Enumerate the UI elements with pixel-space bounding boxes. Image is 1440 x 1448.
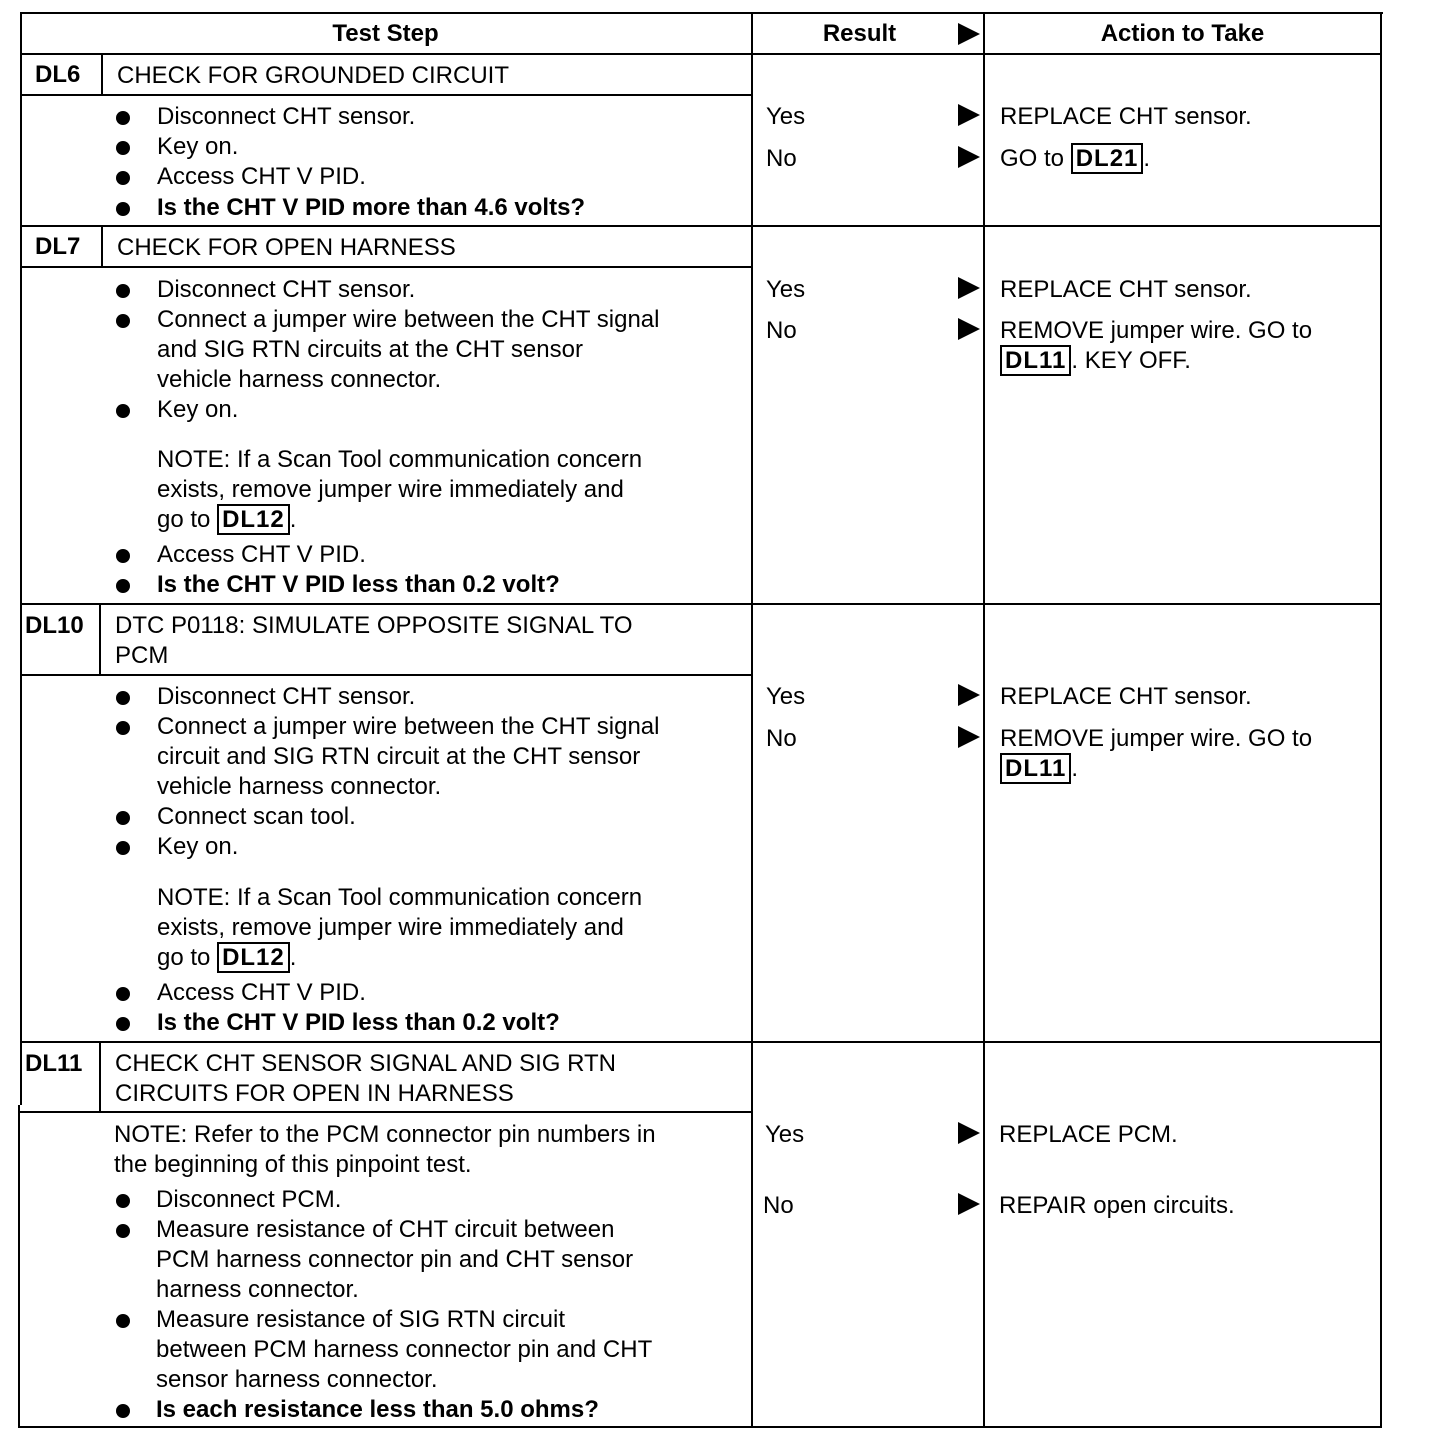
arrow-right-icon — [958, 726, 980, 748]
id-divider-dl7 — [101, 225, 103, 268]
step-reference-link[interactable]: DL12 — [217, 504, 290, 535]
bullet-icon — [116, 404, 130, 418]
note-text: NOTE: If a Scan Tool communication concern — [157, 446, 643, 473]
note-text: exists, remove jumper wire immediately and — [157, 476, 624, 503]
bullet-icon — [116, 811, 130, 825]
step-instruction: Key on. — [157, 133, 239, 160]
step-instruction: Access CHT V PID. — [157, 163, 366, 190]
row-divider-dl7 — [20, 225, 1382, 227]
bullet-icon — [116, 691, 130, 705]
step-instruction: Disconnect CHT sensor. — [157, 683, 416, 710]
note-text: NOTE: Refer to the PCM connector pin numbers in — [114, 1121, 656, 1148]
bullet-icon — [116, 111, 130, 125]
result-yes: Yes — [766, 103, 806, 130]
header-action: Action to Take — [1100, 20, 1265, 47]
step-instruction: Connect a jumper wire between the CHT signal — [157, 306, 660, 333]
bullet-icon — [116, 314, 130, 328]
step-instruction: Access CHT V PID. — [157, 979, 366, 1006]
action-no: REMOVE jumper wire. GO to — [1000, 725, 1313, 752]
action-yes: REPLACE CHT sensor. — [1000, 683, 1252, 710]
step-instruction-cont: circuit and SIG RTN circuit at the CHT sensor — [157, 743, 641, 770]
step-question: Is the CHT V PID less than 0.2 volt? — [157, 571, 560, 598]
step-title: DTC P0118: SIMULATE OPPOSITE SIGNAL TO — [115, 612, 633, 639]
action-no-cont — [1000, 754, 1078, 784]
step-id: DL10 — [25, 612, 84, 639]
action-text-end: . KEY OFF. — [1071, 347, 1191, 374]
action-yes: REPLACE PCM. — [999, 1121, 1178, 1148]
action-no — [1000, 144, 1150, 174]
arrow-right-icon — [958, 277, 980, 299]
note-text: exists, remove jumper wire immediately and — [157, 914, 624, 941]
title-underline-dl10 — [20, 674, 753, 676]
id-divider-dl10 — [99, 603, 101, 676]
step-instruction: Measure resistance of CHT circuit between — [156, 1216, 615, 1243]
action-no: REPAIR open circuits. — [999, 1192, 1235, 1219]
title-underline-dl6 — [20, 94, 753, 96]
step-instruction: Key on. — [157, 833, 239, 860]
step-instruction: Measure resistance of SIG RTN circuit — [156, 1306, 566, 1333]
bullet-icon — [116, 1314, 130, 1328]
arrow-right-icon — [958, 104, 980, 126]
arrow-right-icon — [958, 146, 980, 168]
bullet-icon — [116, 1224, 130, 1238]
title-underline-dl11 — [18, 1111, 753, 1113]
action-text: GO to — [1000, 145, 1065, 172]
bullet-icon — [116, 721, 130, 735]
step-reference-link[interactable]: DL11 — [1000, 345, 1071, 376]
row-divider-dl11 — [20, 1041, 1382, 1043]
bullet-icon — [116, 549, 130, 563]
step-title-cont: PCM — [115, 642, 169, 669]
action-yes: REPLACE CHT sensor. — [1000, 103, 1252, 130]
step-instruction-cont: PCM harness connector pin and CHT sensor — [156, 1246, 634, 1273]
bullet-icon — [116, 1404, 130, 1418]
result-no: No — [766, 317, 797, 344]
step-title: CHECK CHT SENSOR SIGNAL AND SIG RTN — [115, 1050, 616, 1077]
action-no: REMOVE jumper wire. GO to — [1000, 317, 1313, 344]
note-text: NOTE: If a Scan Tool communication concern — [157, 884, 643, 911]
arrow-right-icon — [958, 684, 980, 706]
title-underline-dl7 — [20, 266, 753, 268]
bullet-icon — [116, 1194, 130, 1208]
row-divider-dl10 — [20, 603, 1382, 605]
header-arrow-icon — [958, 23, 980, 45]
header-test-step: Test Step — [332, 20, 439, 47]
bullet-icon — [116, 141, 130, 155]
step-instruction-cont: and SIG RTN circuits at the CHT sensor — [157, 336, 583, 363]
step-instruction-cont: harness connector. — [156, 1276, 359, 1303]
note-go-to: go to — [157, 944, 211, 971]
note-end: . — [289, 506, 297, 533]
step-question: Is the CHT V PID more than 4.6 volts? — [157, 194, 586, 221]
bullet-icon — [116, 987, 130, 1001]
arrow-right-icon — [958, 318, 980, 340]
note-go-to: go to — [157, 506, 211, 533]
step-instruction: Access CHT V PID. — [157, 541, 366, 568]
step-id: DL11 — [25, 1050, 83, 1077]
bullet-icon — [116, 841, 130, 855]
note-text — [157, 943, 296, 973]
step-reference-link[interactable]: DL11 — [1000, 753, 1071, 784]
step-title-cont: CIRCUITS FOR OPEN IN HARNESS — [115, 1080, 514, 1107]
note-end: . — [289, 944, 297, 971]
step-instruction: Disconnect PCM. — [156, 1186, 342, 1213]
step-title: CHECK FOR OPEN HARNESS — [117, 234, 456, 261]
result-yes: Yes — [765, 1121, 805, 1148]
step-instruction: Connect scan tool. — [157, 803, 356, 830]
id-divider-dl6 — [101, 53, 103, 96]
result-yes: Yes — [766, 276, 806, 303]
arrow-right-icon — [958, 1122, 980, 1144]
table-top-border — [20, 12, 1383, 14]
step-instruction-cont: vehicle harness connector. — [157, 773, 442, 800]
step-question: Is the CHT V PID less than 0.2 volt? — [157, 1009, 560, 1036]
bullet-icon — [116, 579, 130, 593]
step-id: DL6 — [35, 61, 81, 88]
step-instruction: Disconnect CHT sensor. — [157, 103, 416, 130]
step-question: Is each resistance less than 5.0 ohms? — [156, 1396, 599, 1423]
result-no: No — [763, 1192, 794, 1219]
note-text: the beginning of this pinpoint test. — [114, 1151, 472, 1178]
step-instruction: Connect a jumper wire between the CHT signal — [157, 713, 660, 740]
table-left-border — [20, 12, 22, 1105]
step-instruction-cont: between PCM harness connector pin and CHT — [156, 1336, 653, 1363]
step-reference-link[interactable]: DL12 — [217, 942, 290, 973]
step-title: CHECK FOR GROUNDED CIRCUIT — [117, 62, 510, 89]
table-bottom-border — [18, 1426, 1382, 1428]
action-text-end: . — [1143, 145, 1151, 172]
note-text — [157, 505, 296, 535]
header-divider — [20, 53, 1382, 55]
header-result: Result — [822, 20, 897, 47]
action-yes: REPLACE CHT sensor. — [1000, 276, 1252, 303]
bullet-icon — [116, 284, 130, 298]
bullet-icon — [116, 171, 130, 185]
result-no: No — [766, 145, 797, 172]
bullet-icon — [116, 202, 130, 216]
action-no-cont — [1000, 346, 1191, 376]
action-text-end: . — [1071, 755, 1079, 782]
bullet-icon — [116, 1017, 130, 1031]
step-instruction: Disconnect CHT sensor. — [157, 276, 416, 303]
step-reference-link[interactable]: DL21 — [1071, 143, 1144, 174]
result-yes: Yes — [766, 683, 806, 710]
arrow-right-icon — [958, 1193, 980, 1215]
step-id: DL7 — [35, 233, 81, 260]
id-divider-dl11 — [99, 1041, 101, 1113]
result-no: No — [766, 725, 797, 752]
step-instruction-cont: vehicle harness connector. — [157, 366, 442, 393]
step-instruction: Key on. — [157, 396, 239, 423]
table-left-border-lower — [18, 1105, 20, 1427]
step-instruction-cont: sensor harness connector. — [156, 1366, 438, 1393]
